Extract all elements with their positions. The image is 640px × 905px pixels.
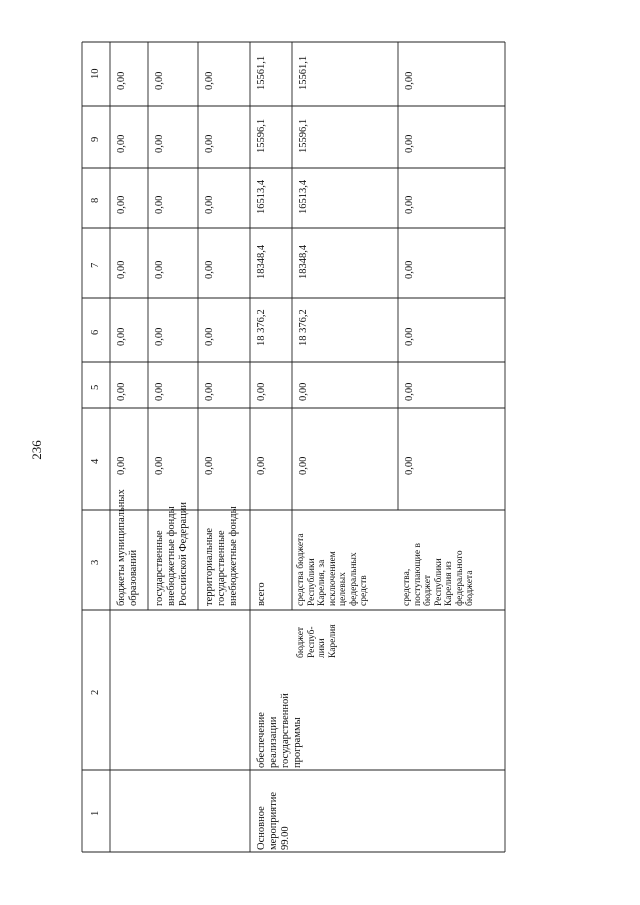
cell-text-58: средства, поступающие в бюджет Республики Карелия из федерального бюджета	[402, 543, 475, 606]
value-cell: 18 376,2	[256, 309, 267, 346]
value-cell: 0,00	[154, 134, 165, 153]
header-col-2: 2	[90, 689, 101, 695]
value-cell: 16513,4	[256, 179, 267, 214]
header-col-8: 8	[90, 197, 101, 203]
value-cell: 0,00	[204, 382, 215, 401]
header-col-7: 7	[90, 262, 101, 268]
header-col-1: 1	[90, 810, 101, 816]
value-cell: 15561,1	[298, 55, 309, 90]
activity-code: Основное мероприятие 99.00	[256, 792, 291, 850]
value-cell: 15596,1	[298, 118, 309, 153]
value-cell: 0,00	[116, 382, 127, 401]
value-cell: 0,00	[154, 382, 165, 401]
value-cell: 0,00	[204, 456, 215, 475]
value-cell: 15561,1	[256, 55, 267, 90]
cell-text-57: средства бюджета Республики Карелия, за исключением целевых федеральных средств	[296, 533, 369, 606]
cell-text-55: всего	[256, 582, 267, 606]
value-cell: 18348,4	[256, 244, 267, 279]
value-cell: 0,00	[404, 456, 415, 475]
value-cell: 0,00	[404, 260, 415, 279]
value-cell: 0,00	[154, 456, 165, 475]
value-cell: 0,00	[404, 134, 415, 153]
value-cell: 0,00	[116, 456, 127, 475]
header-col-6: 6	[90, 329, 101, 335]
value-cell: 0,00	[116, 260, 127, 279]
value-cell: 0,00	[298, 456, 309, 475]
value-cell: 0,00	[204, 260, 215, 279]
value-cell: 0,00	[204, 71, 215, 90]
value-cell: 0,00	[154, 71, 165, 90]
budget-rk-label: бюджет Респуб- лики Карелия	[296, 624, 338, 658]
value-cell: 18 376,2	[298, 309, 309, 346]
value-cell: 0,00	[116, 134, 127, 153]
value-cell: 0,00	[116, 195, 127, 214]
value-cell: 0,00	[204, 327, 215, 346]
header-col-10: 10	[90, 68, 101, 79]
value-cell: 0,00	[404, 382, 415, 401]
value-cell: 0,00	[154, 327, 165, 346]
header-col-5: 5	[90, 384, 101, 390]
value-cell: 0,00	[204, 134, 215, 153]
value-cell: 0,00	[256, 456, 267, 475]
header-col-4: 4	[90, 458, 101, 464]
value-cell: 0,00	[404, 327, 415, 346]
value-cell: 15596,1	[256, 118, 267, 153]
value-cell: 0,00	[154, 260, 165, 279]
value-cell: 0,00	[204, 195, 215, 214]
value-cell: 0,00	[404, 71, 415, 90]
value-cell: 0,00	[298, 382, 309, 401]
value-cell: 0,00	[154, 195, 165, 214]
value-cell: 0,00	[116, 71, 127, 90]
value-cell: 18348,4	[298, 244, 309, 279]
cell-text-52: бюджеты муниципальных образований	[116, 489, 139, 606]
value-cell: 0,00	[116, 327, 127, 346]
cell-text-54: территориальные государственные внебюджетные фонды	[204, 506, 239, 606]
activity-description: обеспечение реализации государственной программы	[256, 693, 303, 768]
cell-text-53: государственные внебюджетные фонды Российской Федерации	[154, 502, 189, 606]
value-cell: 0,00	[256, 382, 267, 401]
header-col-3: 3	[90, 559, 101, 565]
page-number: 236	[29, 440, 44, 460]
value-cell: 16513,4	[298, 179, 309, 214]
value-cell: 0,00	[404, 195, 415, 214]
header-col-9: 9	[90, 136, 101, 142]
